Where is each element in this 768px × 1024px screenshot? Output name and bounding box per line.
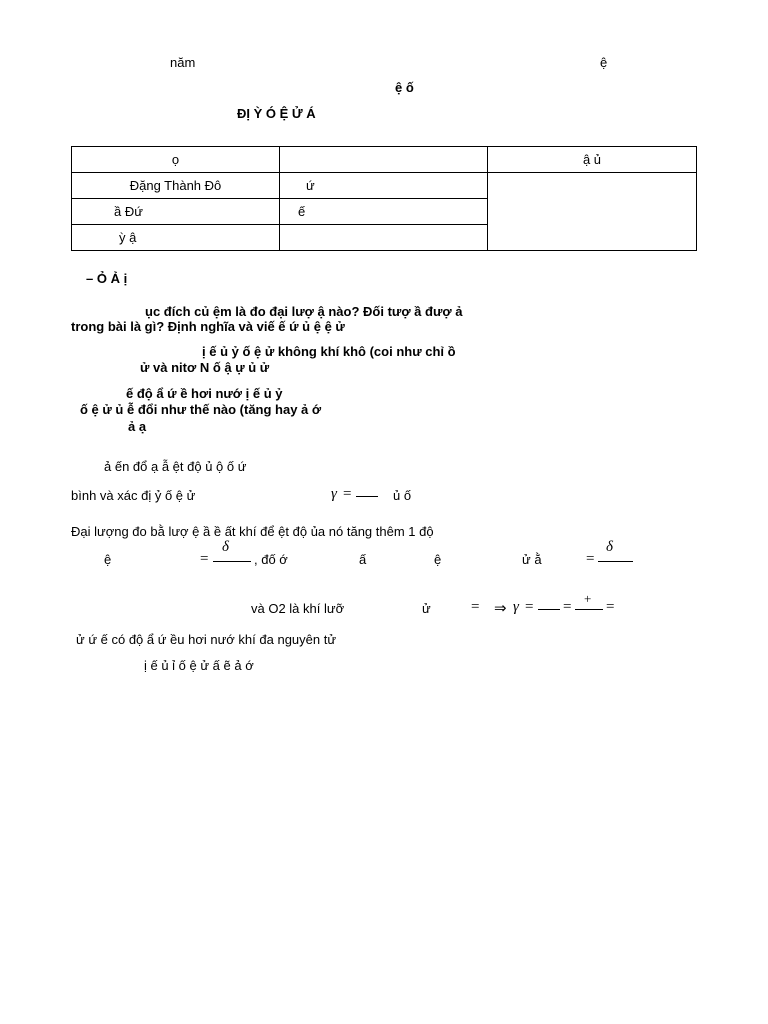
paragraph-5-line-2-b: , đố ớ — [254, 552, 288, 567]
question-3-line-1: ế độ ẩ ứ ề hơi nướ ị ế ủ ỷ — [126, 386, 283, 401]
table-cell: ứ — [280, 173, 488, 199]
table-cell: Đặng Thành Đô — [72, 173, 280, 199]
paragraph-5-line-2-e: ử ằ — [522, 552, 542, 567]
question-1-line-1: ục đích củ ệm là đo đại lượ ậ nào? Đối tượ ầ đượ ả — [145, 304, 463, 319]
paragraph-6-u: ử — [422, 601, 431, 616]
delta-symbol: δ — [606, 539, 613, 555]
fraction-bar — [575, 609, 603, 610]
section-title: – Ỏ Ả ị — [86, 271, 128, 286]
question-2-line-2: ử và nitơ N ố ậ ự ủ ử — [140, 360, 270, 375]
paragraph-4-line-2-end: ủ ố — [393, 488, 412, 503]
equals-sign: = — [471, 599, 480, 615]
paragraph-4-line-2: bình và xác đị ỷ ố ệ ử — [71, 488, 196, 503]
info-table — [71, 146, 697, 251]
header-subtitle: ệ ố — [395, 80, 414, 95]
paragraph-7-line-1: ử ứ ế có độ ẩ ứ ều hơi nướ khí đa nguyên tử — [76, 632, 337, 647]
paragraph-5-line-2-d: ệ — [434, 552, 442, 567]
table-row — [72, 173, 697, 199]
header-left-text: năm — [170, 55, 196, 70]
fraction-bar — [356, 496, 378, 497]
equals-sign: = — [586, 551, 595, 567]
fraction-bar — [213, 561, 251, 562]
table-header-row — [72, 147, 697, 173]
table-header-cell — [280, 147, 488, 173]
table-header-cell: ậ ủ — [488, 147, 697, 173]
table-merged-cell — [488, 173, 697, 251]
delta-symbol: δ — [222, 539, 229, 555]
header-right-text: ệ — [600, 55, 608, 70]
page-title: ĐỊ Ỳ Ó Ệ Ử Á — [237, 106, 316, 121]
fraction-bar — [598, 561, 633, 562]
equals-sign: = — [343, 486, 352, 502]
equals-sign: = — [563, 599, 572, 615]
fraction-bar — [538, 609, 560, 610]
question-3-line-2: ố ệ ử ủ ễ đổi như thế nào (tăng hay ả ớ — [80, 402, 322, 417]
table-cell — [280, 225, 488, 251]
plus-sign: + — [584, 591, 592, 606]
table-cell: ế — [280, 199, 488, 225]
question-2-line-1: ị ế ủ ỷ ố ệ ử không khí khô (coi như chỉ ồ — [202, 344, 456, 359]
paragraph-7-line-2: ị ế ủ ỉ ố ệ ử ấ ẽ ả ớ — [144, 658, 254, 673]
question-3-line-3: ả ạ — [128, 419, 147, 434]
equals-sign: = — [200, 551, 209, 567]
equals-sign: = — [606, 599, 615, 615]
table-cell: ầ Đứ — [72, 199, 280, 225]
implies-arrow: ⇒ — [494, 601, 507, 617]
paragraph-6-text: và O2 là khí lưỡ — [251, 601, 345, 616]
paragraph-5-line-2-c: ấ — [359, 552, 367, 567]
equals-sign: = — [525, 599, 534, 615]
question-1-line-2: trong bài là gì? Định nghĩa và viế ế ứ ủ ệ ệ ử — [71, 319, 345, 334]
paragraph-5-line-2-a: ệ — [104, 552, 112, 567]
table-header-cell: ọ — [72, 147, 280, 173]
table-cell: ỳ ậ — [72, 225, 280, 251]
gamma-symbol: γ — [331, 486, 337, 502]
paragraph-4-line-1: ả ến đổ ạ ẫ ệt độ ủ ộ ố ứ — [104, 459, 247, 474]
gamma-symbol: γ — [513, 599, 519, 615]
paragraph-5-line-1: Đại lượng đo bằ lượ ệ ầ ề ất khí để ệt độ ủa nó tăng thêm 1 độ — [71, 524, 434, 539]
